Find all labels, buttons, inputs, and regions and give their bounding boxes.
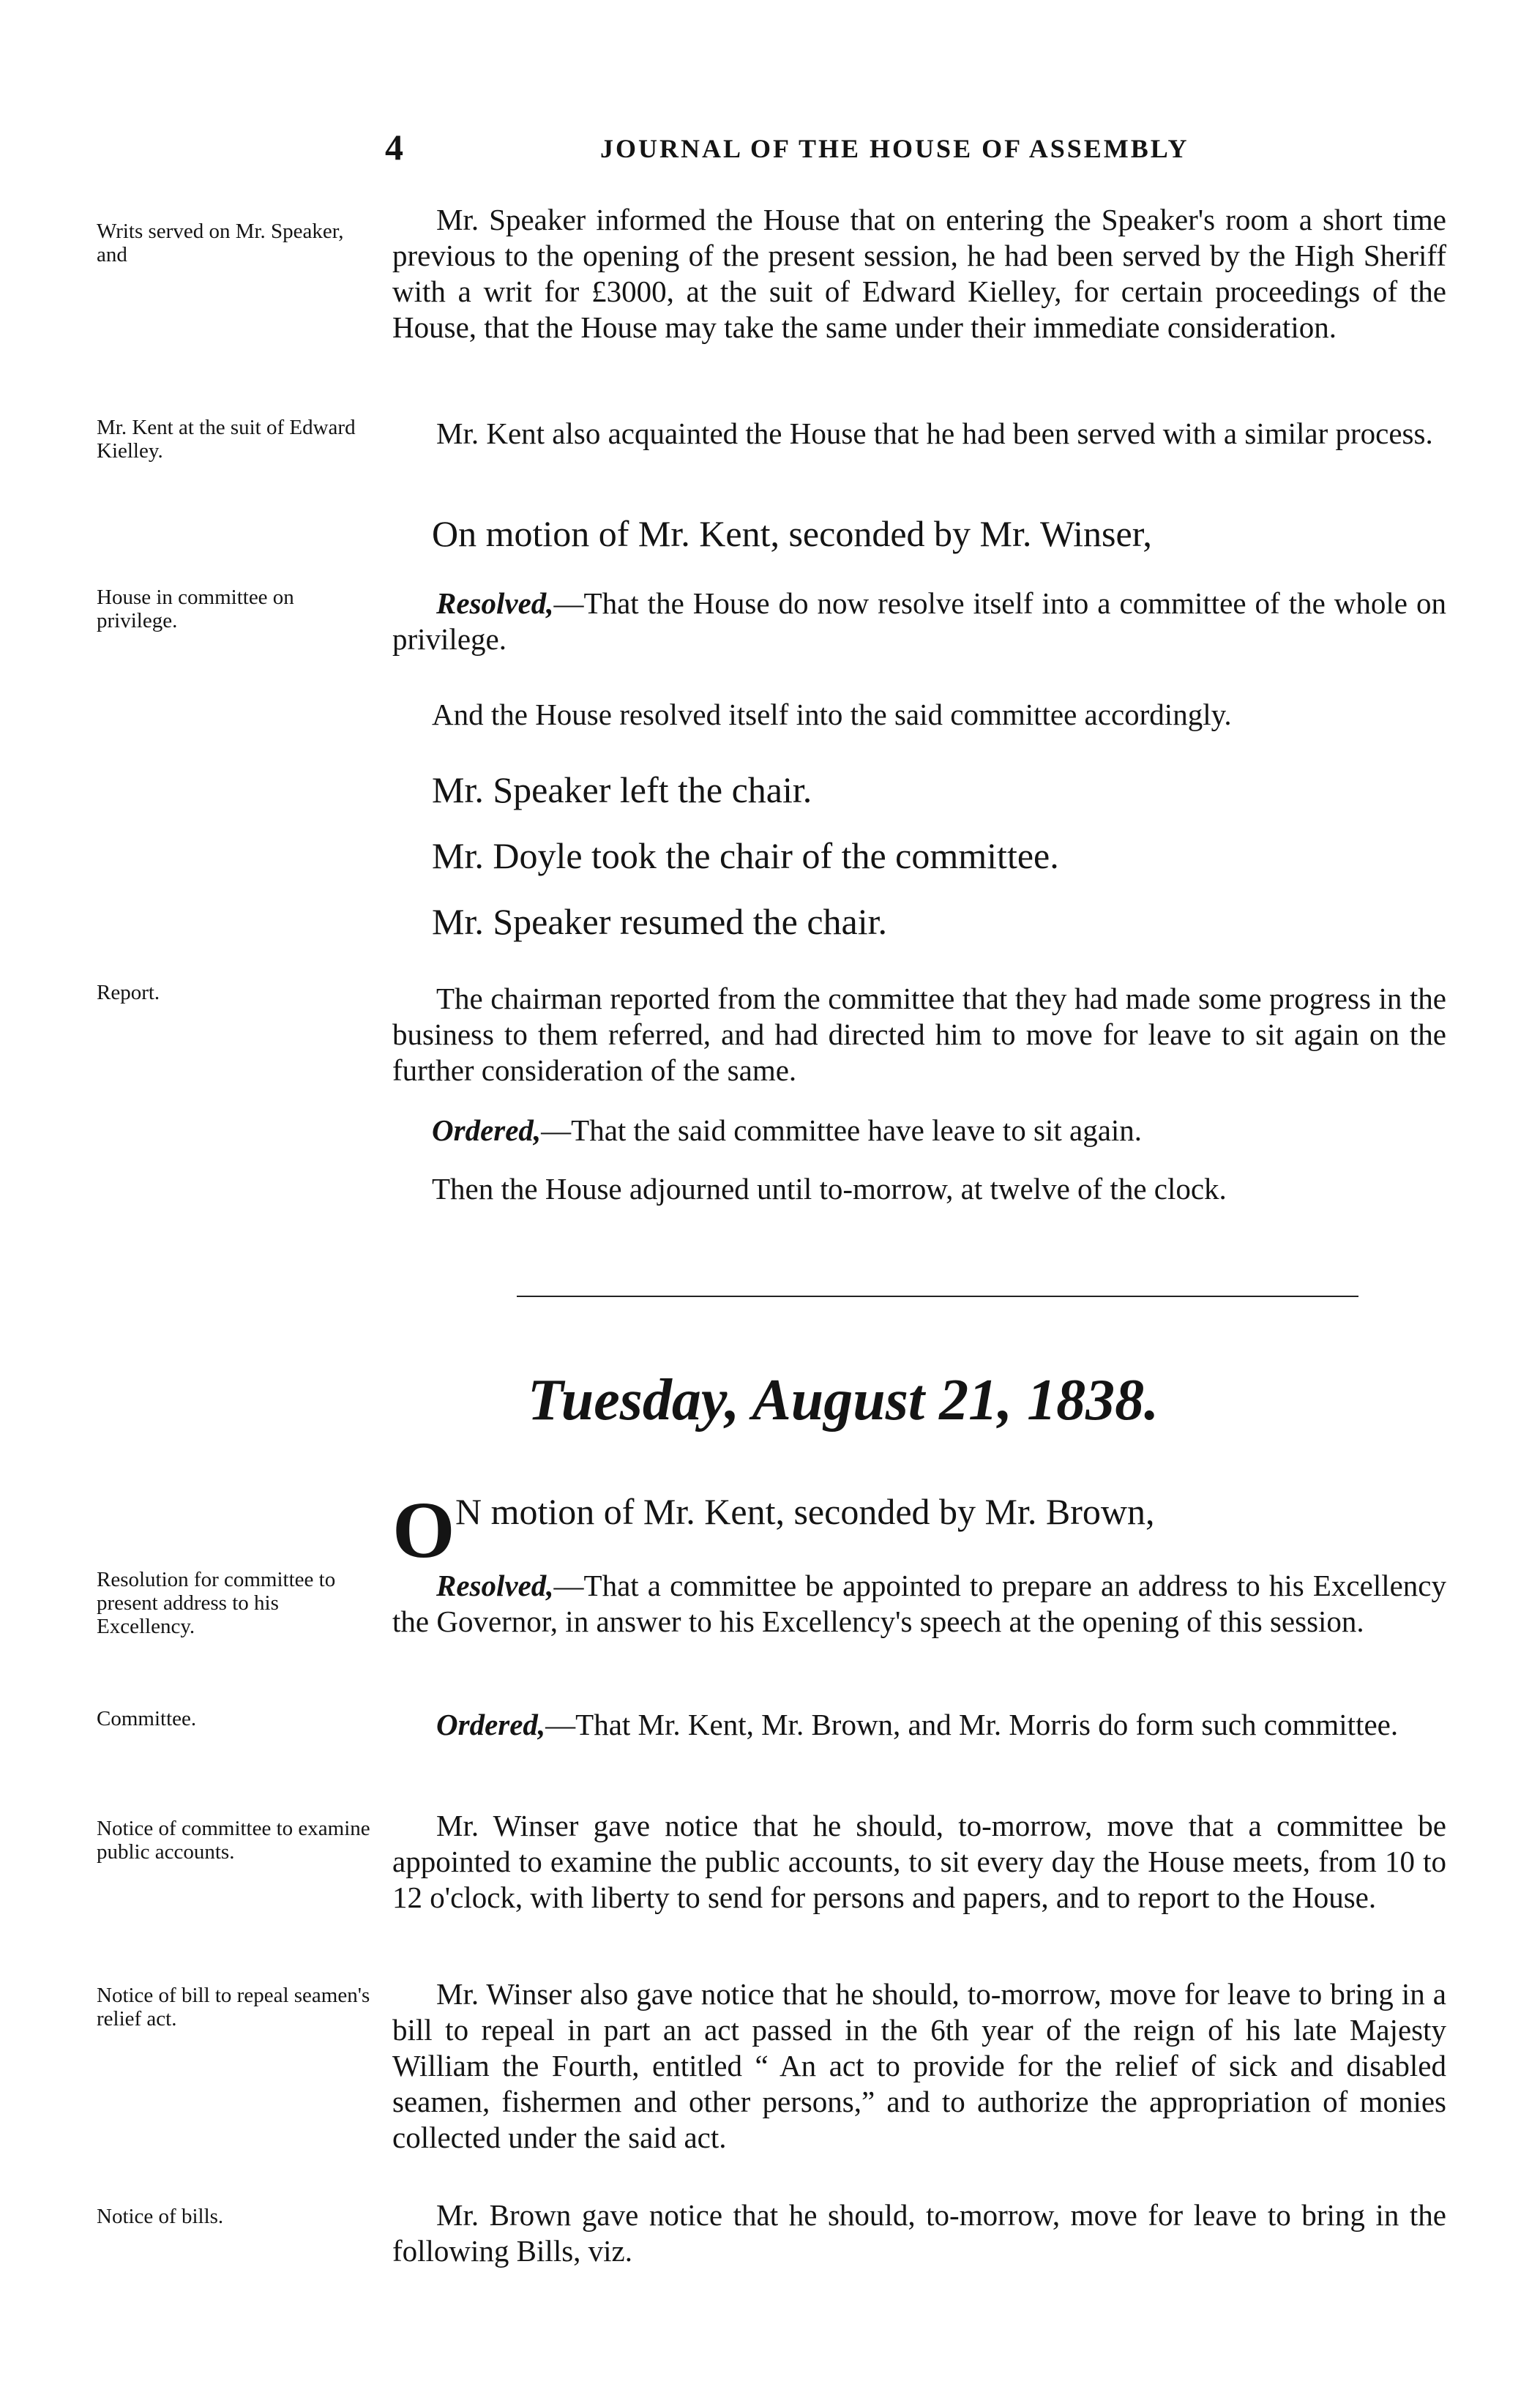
margin-note-kent-suit: Mr. Kent at the suit of Edward Kielley. — [97, 416, 356, 463]
paragraph-motion-kent-winser: On motion of Mr. Kent, seconded by Mr. Winser, — [432, 513, 1152, 554]
date-heading: Tuesday, August 21, 1838. — [527, 1368, 1159, 1432]
margin-note-notice-bills: Notice of bills. — [97, 2205, 224, 2228]
page-number: 4 — [385, 127, 403, 168]
paragraph-house-resolved: And the House resolved itself into the said committee accordingly. — [432, 698, 1232, 731]
margin-note-notice-seamen: Notice of bill to repeal seamen's relief act. — [97, 1984, 370, 2031]
paragraph-adjourned: Then the House adjourned until to-morrow, at twelve of the clock. — [432, 1172, 1227, 1206]
margin-note-notice-accounts: Notice of committee to examine public accounts. — [97, 1817, 370, 1864]
paragraph-resolved-committee — [392, 586, 1446, 657]
margin-note-committee: Committee. — [97, 1707, 197, 1730]
ordered-lead: Ordered, — [432, 1113, 542, 1147]
ordered-committee-text: —That Mr. Kent, Mr. Brown, and Mr. Morris do form such committee. — [545, 1708, 1399, 1741]
margin-note-committee-privilege: House in committee on privilege. — [97, 586, 294, 632]
paragraph-winser-seamen: Mr. Winser also gave notice that he should, to-morrow, move for leave to bring in a bill to repeal in part an act passed in the 6th year of the reign of his late Majesty William the Fourth, entitled “ An act to provide for the relief of sick and disabled seamen, fishermen and other persons,” and to authorize the appropriation of monies collected under the said act. — [392, 1977, 1446, 2154]
paragraph-doyle-chair: Mr. Doyle took the chair of the committee. — [432, 835, 1059, 876]
ordered-committee-lead: Ordered, — [436, 1708, 546, 1741]
paragraph-resolved-address — [392, 1568, 1446, 1640]
ordered-text: —That the said committee have leave to sit again. — [541, 1113, 1143, 1147]
paragraph-winser-accounts: Mr. Winser gave notice that he should, to-morrow, move that a committee be appointed to examine the public accounts, to sit every day the House meets, from 10 to 12 o'clock, with liberty to send for persons and papers, and to report to the House. — [392, 1809, 1446, 1914]
margin-note-report: Report. — [97, 981, 160, 1004]
margin-note-resolution-address: Resolution for committee to present address to his Excellency. — [97, 1568, 336, 1638]
paragraph-speaker-informed: Mr. Speaker informed the House that on entering the Speaker's room a short time previous to the opening of the present session, he had been served by the High Sheriff with a writ for £3000, at the suit of Edward Kielley, for certain proceedings of the House, that the House may take the same under their immediate consideration. — [392, 203, 1446, 344]
section-rule — [517, 1296, 1358, 1297]
paragraph-speaker-resumed: Mr. Speaker resumed the chair. — [432, 901, 888, 942]
paragraph-ordered-sit-again — [432, 1113, 1446, 1148]
margin-note-writs: Writs served on Mr. Speaker, and — [97, 220, 344, 266]
paragraph-motion-kent-brown: N motion of Mr. Kent, seconded by Mr. Brown, — [455, 1491, 1155, 1532]
running-head: JOURNAL OF THE HOUSE OF ASSEMBLY — [600, 134, 1189, 163]
paragraph-ordered-committee — [392, 1707, 1446, 1743]
resolved-text: —That the House do now resolve itself into a committee of the whole on privilege. — [392, 586, 1446, 656]
resolved-address-text: —That a committee be appointed to prepare an address to his Excellency the Governor, in answer to his Excellency's speech at the opening of this session. — [392, 1569, 1446, 1638]
resolved-address-lead: Resolved, — [436, 1569, 554, 1602]
dropcap-letter: O — [392, 1485, 455, 1574]
resolved-lead: Resolved, — [436, 586, 554, 620]
paragraph-brown-bills: Mr. Brown gave notice that he should, to-morrow, move for leave to bring in the following Bills, viz. — [392, 2198, 1446, 2268]
paragraph-speaker-left: Mr. Speaker left the chair. — [432, 769, 812, 810]
paragraph-kent-acquainted: Mr. Kent also acquainted the House that he had been served with a similar process. — [436, 416, 1433, 450]
paragraph-chairman-reported: The chairman reported from the committee that they had made some progress in the business to them referred, and had directed him to move for leave to sit again on the further consideration of the same. — [392, 982, 1446, 1087]
